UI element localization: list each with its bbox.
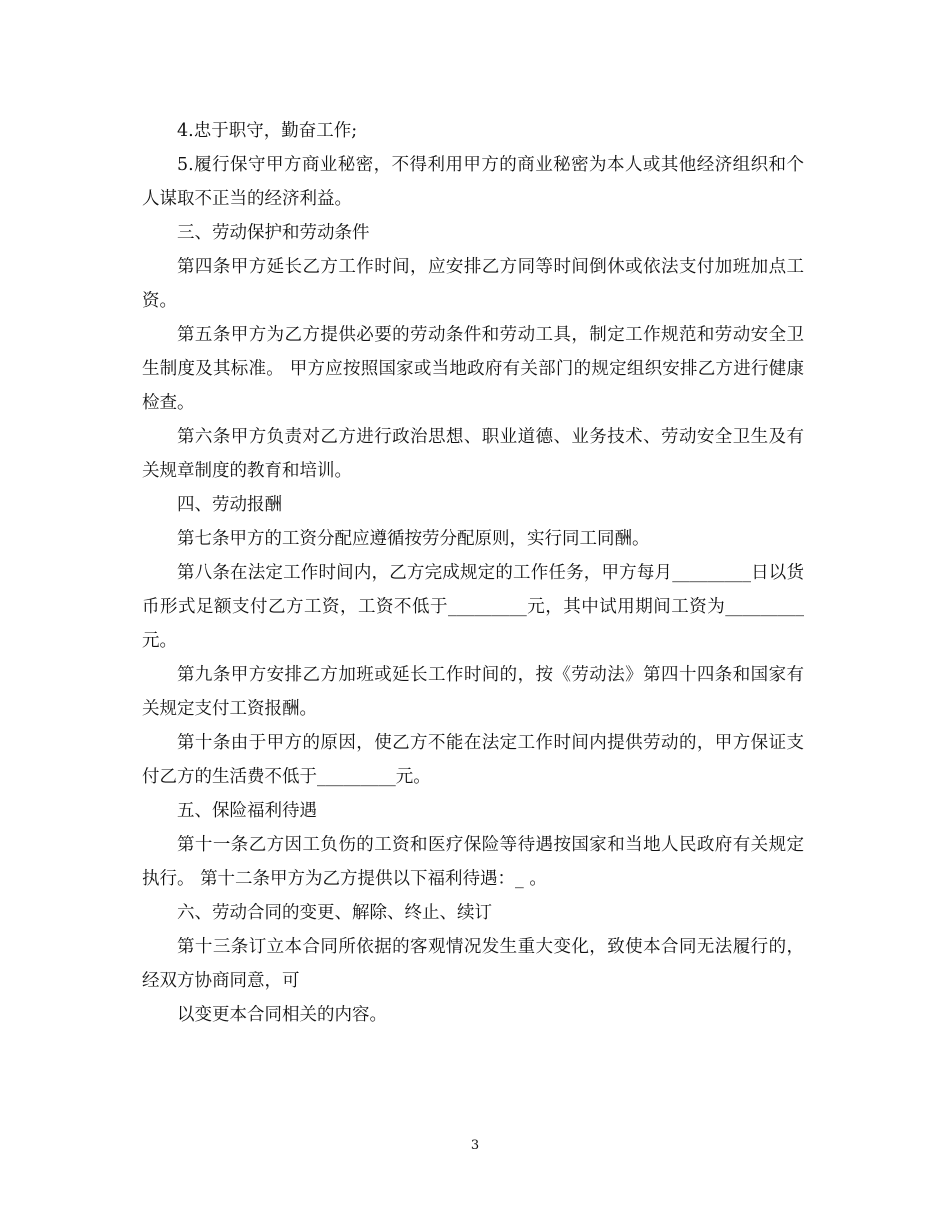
section-heading-3: 三、劳动保护和劳动条件 — [177, 223, 370, 243]
paragraph-article-8: 第八条在法定工作时间内，乙方完成规定的工作任务，甲方每月_________日以货币形式足额支付乙方工资，工资不低于_________元，其中试用期间工资为_________元。 — [142, 563, 804, 651]
paragraph-article-4: 第四条甲方延长乙方工作时间，应安排乙方同等时间倒休或依法支付加班加点工资。 — [142, 257, 804, 311]
section-heading-6: 六、劳动合同的变更、解除、终止、续订 — [177, 903, 492, 923]
section-heading-5: 五、保险福利待遇 — [177, 801, 317, 821]
paragraph-article-10: 第十条由于甲方的原因，使乙方不能在法定工作时间内提供劳动的，甲方保证支付乙方的生活费不低于_________元。 — [142, 733, 804, 787]
paragraph-article-9: 第九条甲方安排乙方加班或延长工作时间的，按《劳动法》第四十四条和国家有关规定支付工资报酬。 — [142, 665, 804, 719]
paragraph-clause-5: 5.履行保守甲方商业秘密，不得利用甲方的商业秘密为本人或其他经济组织和个人谋取不正当的经济利益。 — [142, 155, 804, 209]
document-body — [142, 114, 804, 1032]
page-number: 3 — [470, 1138, 480, 1153]
paragraph-article-7: 第七条甲方的工资分配应遵循按劳分配原则，实行同工同酬。 — [177, 529, 650, 549]
paragraph-article-13-cont: 以变更本合同相关的内容。 — [177, 1005, 387, 1025]
paragraph-article-5: 第五条甲方为乙方提供必要的劳动条件和劳动工具，制定工作规范和劳动安全卫生制度及其标准。 甲方应按照国家或当地政府有关部门的规定组织安排乙方进行健康检查。 — [142, 325, 804, 413]
paragraph-clause-4: 4.忠于职守，勤奋工作; — [177, 121, 358, 141]
section-heading-4: 四、劳动报酬 — [177, 495, 282, 515]
paragraph-article-6: 第六条甲方负责对乙方进行政治思想、职业道德、业务技术、劳动安全卫生及有关规章制度的教育和培训。 — [142, 427, 804, 481]
paragraph-article-11-12: 第十一条乙方因工负伤的工资和医疗保险等待遇按国家和当地人民政府有关规定执行。 第十二条甲方为乙方提供以下福利待遇：_ 。 — [142, 835, 804, 889]
paragraph-article-13: 第十三条订立本合同所依据的客观情况发生重大变化，致使本合同无法履行的，经双方协商同意，可 — [142, 937, 804, 991]
